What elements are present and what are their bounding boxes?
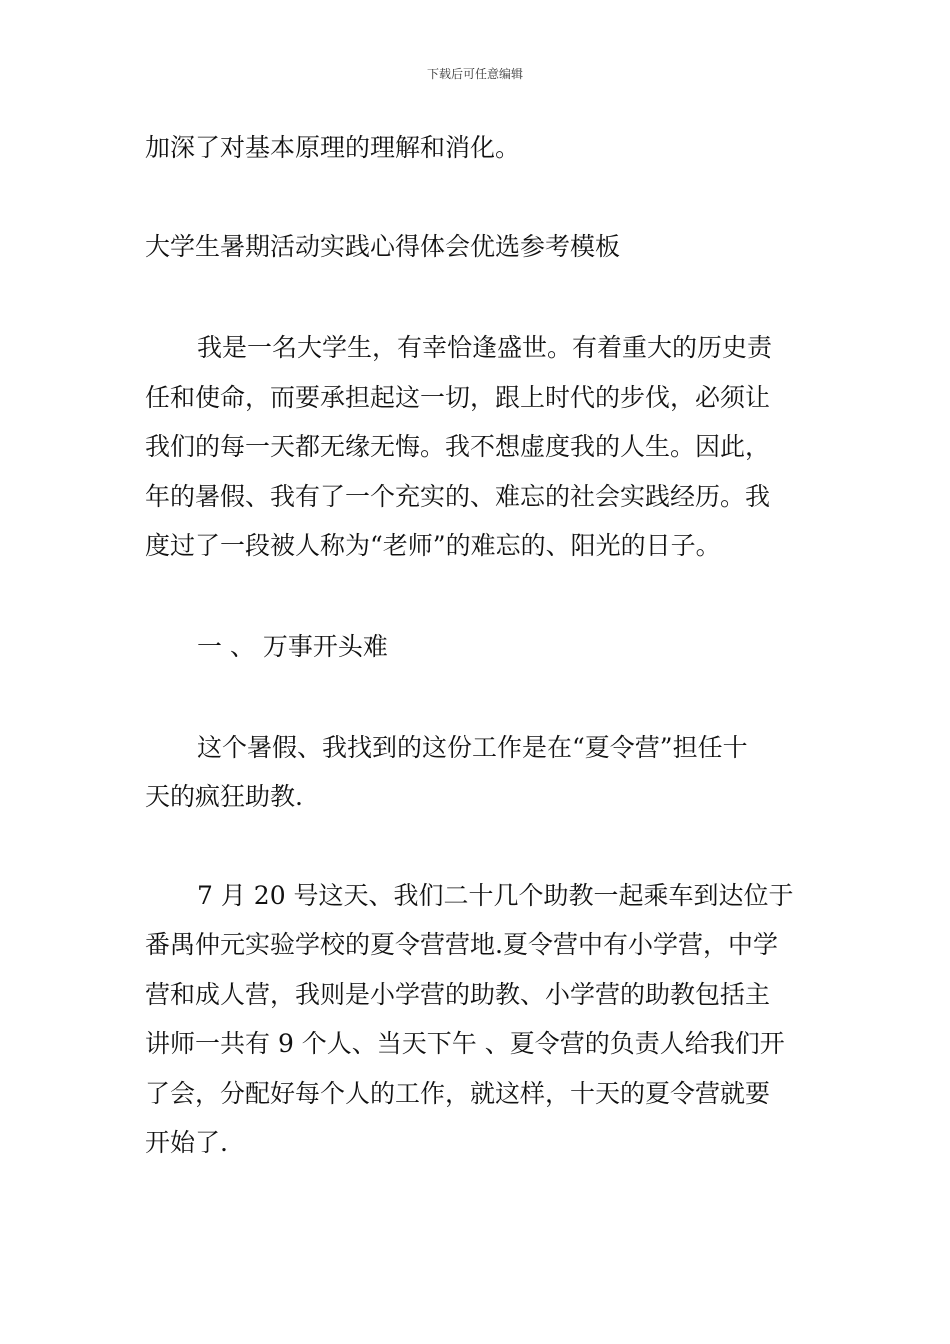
paragraph-line: 我们的每一天都无缘无悔。我不想虚度我的人生。因此， [145, 432, 771, 461]
paragraph-line: 7 月 20 号这天、我们二十几个助教一起乘车到达位于 [197, 881, 794, 910]
paragraph-line: 番禺仲元实验学校的夏令营营地.夏令营中有小学营，中学 [145, 930, 778, 959]
page-header: 下载后可任意编辑 [426, 67, 523, 81]
paragraph-line: 任和使命，而要承担起这一切，跟上时代的步伐，必须让 [145, 383, 771, 412]
section-title: 一 、 万事开头难 [197, 632, 388, 661]
paragraph-line: 营和成人营，我则是小学营的助教、小学营的助教包括主 [145, 980, 771, 1009]
paragraph-line: 讲师一共有 9 个人、当天下午 、夏令营的负责人给我们开 [145, 1029, 785, 1058]
paragraph-line: 度过了一段被人称为“老师”的难忘的、阳光的日子。 [145, 531, 721, 560]
paragraph-line: 天的疯狂助教. [145, 782, 303, 811]
paragraph-line: 开始了. [145, 1128, 228, 1157]
paragraph-line: 年的暑假、我有了一个充实的、难忘的社会实践经历。我 [145, 482, 771, 511]
paragraph-line: 这个暑假、我找到的这份工作是在“夏令营”担任十 [197, 733, 748, 762]
paragraph-line: 我是一名大学生，有幸恰逢盛世。有着重大的历史责 [197, 333, 773, 362]
document-heading: 大学生暑期活动实践心得体会优选参考模板 [145, 232, 621, 261]
paragraph-line: 了会，分配好每个人的工作，就这样，十天的夏令营就要 [145, 1079, 771, 1108]
body-line: 加深了对基本原理的理解和消化。 [145, 133, 521, 162]
